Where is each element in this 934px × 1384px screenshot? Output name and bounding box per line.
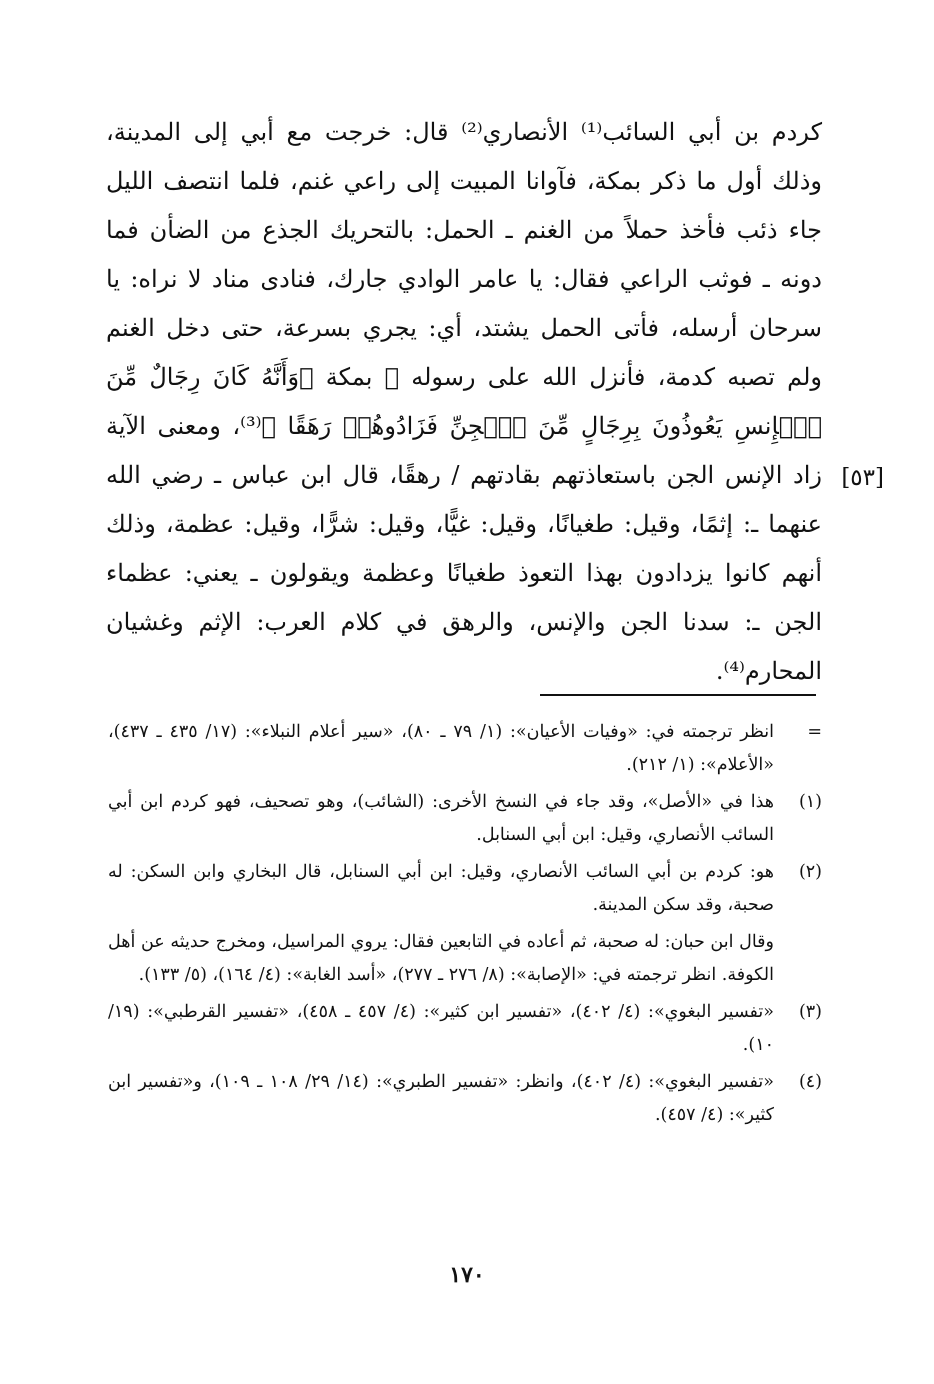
footnote-text xyxy=(108,1066,774,1132)
page-number: ١٧٠ xyxy=(449,1262,485,1288)
footnote-number: (٤) xyxy=(798,1072,822,1092)
footnote-4 xyxy=(108,1066,822,1132)
footnote-paragraph: انظر ترجمته في: «وفيات الأعيان»: (١/ ٧٩ ـ ٨٠)، «سير أعلام النبلاء»: (١٧/ ٤٣٥ ـ ٤٣٧)، «الأعلام»: (١/ ٢١٢). xyxy=(108,722,774,775)
footnote-text xyxy=(108,996,774,1062)
footnote-separator xyxy=(540,694,816,696)
footnote-text xyxy=(108,716,774,782)
footnotes xyxy=(108,716,822,1136)
footnote-paragraph: «تفسير البغوي»: (٤/ ٤٠٢)، «تفسير ابن كثير»: (٤/ ٤٥٧ ـ ٤٥٨)، «تفسير القرطبي»: (١٩/ ١٠). xyxy=(108,1002,774,1055)
footnote-number: (٢) xyxy=(798,862,822,882)
manuscript-page-marker: [٥٣] xyxy=(841,465,884,491)
footnote-continued xyxy=(108,716,822,782)
footnote-1 xyxy=(108,786,822,852)
footnote-2 xyxy=(108,856,822,992)
footnote-number: (١) xyxy=(798,792,822,812)
footnote-paragraph: هو: كردم بن أبي السائب الأنصاري، وقيل: ابن أبي السنابل، قال البخاري وابن السكن: له صحبة، وقد سكن المدينة. xyxy=(108,862,774,915)
footnote-paragraph: وقال ابن حبان: له صحبة، ثم أعاده في التابعين فقال: يروي المراسيل، ومخرج حديثه عن أهل الكوفة. انظر ترجمته في: «الإصابة»: (٨/ ٢٧٦ ـ ٢٧٧)، «أسد الغابة»: (٤/ ١٦٤)، (٥/ ١٣٣). xyxy=(108,932,774,985)
footnote-number: = xyxy=(807,722,822,742)
footnote-paragraph: هذا في «الأصل»، وقد جاء في النسخ الأخرى: (الشائب)، وهو تصحيف، فهو كردم ابن أبي السائب الأنصاري، وقيل: ابن أبي السنابل. xyxy=(108,792,774,845)
footnote-paragraph: «تفسير البغوي»: (٤/ ٤٠٢)، وانظر: «تفسير الطبري»: (١٤/ ٢٩/ ١٠٨ ـ ١٠٩)، و«تفسير ابن كثير»: (٤/ ٤٥٧). xyxy=(108,1072,774,1125)
footnote-text xyxy=(108,786,774,852)
main-text xyxy=(106,108,822,696)
body-paragraph: كردم بن أبي السائب⁽¹⁾ الأنصاري⁽²⁾ قال: خرجت مع أبي إلى المدينة، وذلك أول ما ذكر بمكة، فآوانا المبيت إلى راعي غنم، فلما انتصف الليل جاء ذئب فأخذ حملاً من الغنم ـ الحمل: بالتحريك الجذع من الضأن فما دونه ـ فوثب الراعي فقال: يا عامر الوادي جارك، فنادى مناد لا نراه: يا سرحان أرسله، فأتى الحمل يشتد، أي: يجري بسرعة، حتى دخل الغنم ولم تصبه كدمة، فأنزل الله على رسوله ﷺ بمكة ﴿وَأَنَّهُ كَانَ رِجَالٌ مِّنَ ٱلۡإِنسِ يَعُوذُونَ بِرِجَالٍ مِّنَ ٱلۡجِنِّ فَزَادُوهُمۡ رَهَقًا ﴾⁽³⁾، ومعنى الآية زاد الإنس الجن باستعاذتهم بقادتهم / رهقًا، قال ابن عباس ـ رضي الله عنهما ـ: إثمًا، وقيل: طغيانًا، وقيل: غيًّا، وقيل: شرًّا، وقيل: عظمة، وذلك أنهم كانوا يزدادون بهذا التعوذ طغيانًا وعظمة ويقولون ـ يعني: عظماء الجن ـ: سدنا الجن والإنس، والرهق في كلام العرب: الإثم وغشيان المحارم⁽⁴⁾. xyxy=(106,118,823,685)
footnote-number: (٣) xyxy=(798,1002,822,1022)
footnote-text xyxy=(108,856,774,992)
footnote-3 xyxy=(108,996,822,1062)
